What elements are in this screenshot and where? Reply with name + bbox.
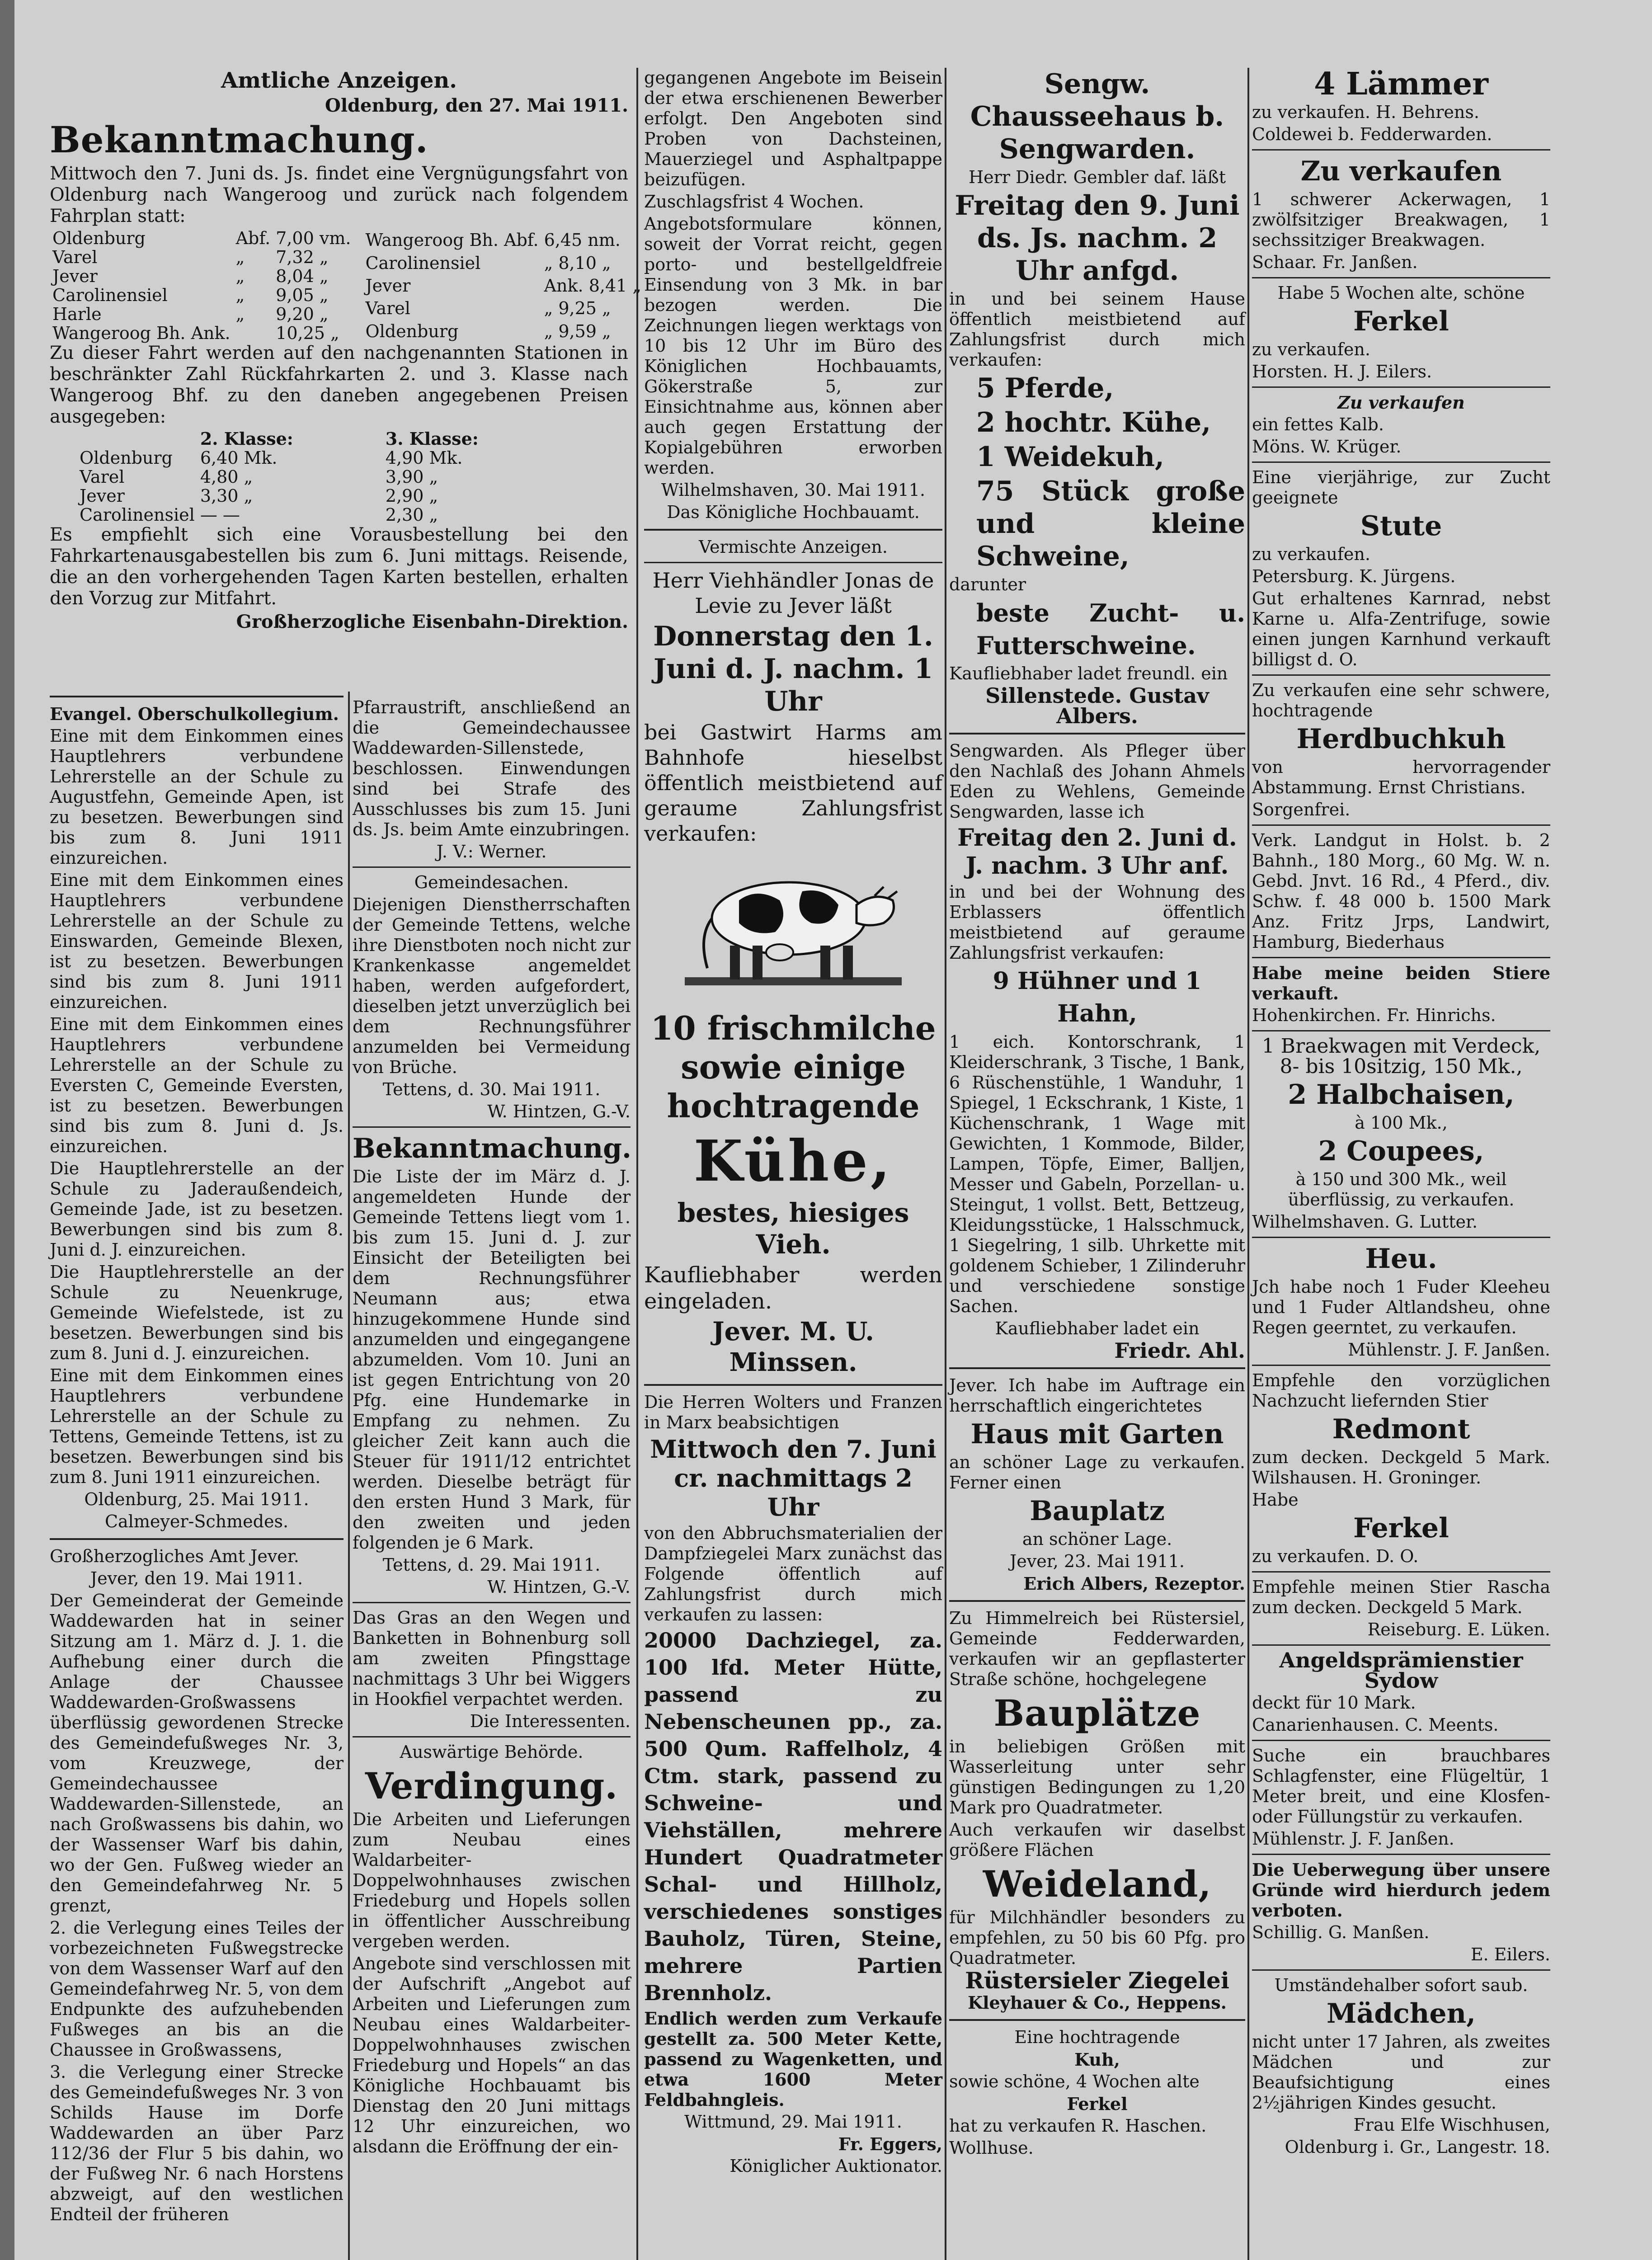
table-row: Carolinensiel — — 2,30 „ <box>80 505 438 525</box>
ad-date-headline: Mittwoch den 7. Juni cr. nachmittags 2 Uhr <box>650 1435 937 1521</box>
headline-verdingung: Verdingung. <box>365 1765 618 1807</box>
ad-signature: Erich Albers, Rezeptor. <box>1023 1573 1245 1594</box>
dateline: Wilhelmshaven, 30. Mai 1911. <box>661 480 926 500</box>
ad-item: 5 Pferde, <box>976 372 1114 404</box>
table-row: Jever Ank. 8,41 „ <box>365 275 642 296</box>
divider <box>1252 1237 1550 1238</box>
divider <box>1252 1571 1550 1573</box>
ad-text: von hervorragender Abstammung. Ernst Christians. <box>1252 757 1550 797</box>
section-heading: Großherzogliches Amt Jever. <box>50 1546 299 1566</box>
ad-text: hat zu verkaufen R. Haschen. <box>949 2116 1207 2136</box>
signature: J. V.: Werner. <box>436 842 547 862</box>
ad-text: 1 Braekwagen mit Verdeck, 8- bis 10sitzig, 150 Mk., <box>1261 1035 1541 1078</box>
table-row: Carolinensiel „ 8,10 „ <box>365 253 611 273</box>
ad-item: Kuh, <box>1074 2049 1120 2070</box>
notice-paragraph: Die Arbeiten und Lieferungen zum Neubau eines Waldarbeiter-Doppelwohnhauses zwischen Friedeburg und Hopels sollen in öffentlicher Ausschreibung vergeben werden. <box>353 1809 631 1951</box>
signature: Calmeyer-Schmedes. <box>104 1511 289 1531</box>
ad-text: zu verkaufen. D. O. <box>1252 1546 1419 1566</box>
ad-text: sowie schöne, 4 Wochen alte <box>949 2072 1200 2091</box>
section-heading: Vermischte Anzeigen. <box>699 537 888 557</box>
divider <box>1252 386 1550 388</box>
ad-item: 1 Weidekuh, <box>976 441 1164 473</box>
divider <box>353 866 631 868</box>
ad-signature: Horsten. H. J. Eilers. <box>1252 362 1432 381</box>
ad-item: 75 Stück große und kleine Schweine, <box>976 476 1245 572</box>
divider <box>353 1736 631 1737</box>
table-row: Oldenburg 6,40 Mk. 4,90 Mk. <box>80 448 463 468</box>
ad-headline: 2 Halbchaisen, <box>1288 1079 1515 1111</box>
ad-headline: Ferkel <box>1353 1512 1449 1544</box>
ad-text: Sengwarden. Als Pfleger über den Nachlaß des Johann Ahmels Eden zu Wehlens, Gemeinde Sengwarden, lasse ich <box>949 741 1245 822</box>
ad-headline: Zu verkaufen <box>1337 392 1465 413</box>
ad-headline: 4 Lämmer <box>1314 66 1488 102</box>
table-row: Oldenburg „ 9,59 „ <box>365 321 611 341</box>
ad-headline: 10 frischmilche sowie einige hochtragende <box>650 1009 936 1125</box>
divider <box>1252 824 1550 826</box>
ad-text: zu verkaufen. H. Behrens. <box>1252 102 1479 122</box>
ad-text: darunter <box>949 574 1026 594</box>
divider <box>949 1367 1245 1369</box>
ad-text: nicht unter 17 Jahren, als zweites Mädchen und zur Beaufsichtigung eines 2½jährigen Kindes gesucht. <box>1252 2032 1550 2113</box>
booking-text: Es empfiehlt sich eine Vorausbestellung bei den Fahrkartenausgabestellen bis zum 6. Juni mittags. Reisende, die an den vorhergehenden Tagen Karten bestellen, erhalten den Vorzug zur Mitfahrt. <box>50 524 628 609</box>
column-3 <box>949 68 1245 2160</box>
ad-headline: Angeldsprämienstier Sydow <box>1279 1648 1523 1693</box>
section-heading: Gemeindesachen. <box>414 872 569 892</box>
ad-signature: Rüstersieler Ziegelei <box>965 1967 1229 1994</box>
divider <box>1252 461 1550 463</box>
dateline: Tettens, d. 29. Mai 1911. <box>382 1555 601 1575</box>
ad-text: à 100 Mk., <box>1355 1113 1448 1133</box>
table-row: Oldenburg Abf. 7,00 vm. <box>52 228 351 248</box>
ad-signature: Oldenburg i. Gr., Langestr. 18. <box>1285 2137 1550 2157</box>
ad-signature: Kleyhauer & Co., Heppens. <box>968 1992 1227 2013</box>
timetable-return <box>362 229 644 343</box>
dateline: Tettens, d. 30. Mai 1911. <box>382 1079 601 1099</box>
notice-paragraph: Eine mit dem Einkommen eines Hauptlehrers verbundene Lehrerstelle an der Schule zu Einswarden, Gemeinde Blexen, ist zu besetzen. Bewerbungen sind bis zum 8. Juni 1911 einzureichen. <box>50 870 344 1012</box>
signature: Die Interessenten. <box>470 1711 631 1731</box>
column-rule-3 <box>1247 68 1249 2260</box>
ad-date-headline: Freitag den 9. Juni ds. Js. nachm. 2 Uhr anfgd. <box>955 190 1240 287</box>
ad-text: Jever. Ich habe im Auftrage ein herrschaftlich eingerichtetes <box>949 1375 1245 1416</box>
ad-item-list: 1 eich. Kontorschrank, 1 Kleiderschrank, 3 Tische, 1 Bank, 6 Rüschenstühle, 1 Wanduhr, 1 Spiegel, 1 Eckschrank, 1 Kiste, 1 Küchenschrank, 1 Wage mit Gewichten, 1 Kommode, Bilder, Lampen, Töpfe, Eimer, Balljen, Messer und Gabeln, Porzellan- u. Steingut, 1 vollst. Bett, Bettzeug, Kleidungsstücke, 1 Halsschmuck, 1 Siegelring, 1 silb. Uhrkette mit goldenem Schieber, 1 Zilinderuhr und verschiedene sonstige Sachen. <box>949 1032 1245 1316</box>
signature: Großherzogliche Eisenbahn-Direktion. <box>236 611 628 632</box>
intro-text: Mittwoch den 7. Juni ds. Js. findet eine Vergnügungsfahrt von Oldenburg nach Wangeroog und zurück nach folgendem Fahrplan statt: <box>50 163 628 226</box>
ad-signature: E. Eilers. <box>1470 1945 1550 1964</box>
ad-item: 9 Hühner und 1 Hahn, <box>993 967 1202 1027</box>
notice-paragraph: Das Gras an den Wegen und Banketten in Bohnenburg soll am zweiten Pfingsttage nachmittags 3 Uhr bei Wiggers in Hookfiel verpachtet werden. <box>353 1608 631 1709</box>
ad-text: 1 schwerer Ackerwagen, 1 zwölfsitziger Breakwagen, 1 sechssitziger Breakwagen. <box>1252 189 1550 250</box>
dateline: Oldenburg, den 27. Mai 1911. <box>325 95 628 116</box>
ad-text: zum decken. Deckgeld 5 Mark. Wilshausen. H. Groninger. <box>1252 1447 1550 1488</box>
headline-bekanntmachung-2: Bekanntmachung. <box>353 1133 631 1164</box>
dateline: Jever, 23. Mai 1911. <box>1010 1551 1185 1571</box>
ad-item: Ferkel <box>1067 2094 1128 2114</box>
divider <box>644 529 942 531</box>
ad-text: Jch habe noch 1 Fuder Kleeheu und 1 Fuder Altlandsheu, ohne Regen geerntet, zu verkaufen. <box>1252 1277 1550 1337</box>
ad-text: zu verkaufen. <box>1252 544 1370 564</box>
ad-text: an schöner Lage. <box>1022 1529 1172 1549</box>
notice-paragraph: Angebote sind verschlossen mit der Aufschrift „Angebot auf Arbeiten und Lieferungen zum Neubau eines Waldarbeiter-Doppelwohnhauses zwischen Friedeburg und Hopels“ an das Königliche Hochbauamt bis Dienstag den 20 Juni mittags 12 Uhr einzureichen, wo alsdann die Eröffnung der ein- <box>353 1954 631 2156</box>
column-4 <box>1252 68 1550 2159</box>
table-row: Harle „ 9,20 „ <box>52 304 329 324</box>
ad-text: Umständehalber sofort saub. <box>1274 1975 1528 1995</box>
ad-text: für Milchhändler besonders zu empfehlen, zu 50 bis 60 Pfg. pro Quadratmeter. <box>949 1907 1245 1968</box>
ad-text: Habe <box>1252 1490 1299 1510</box>
divider <box>949 2019 1245 2021</box>
ad-headline: Mädchen, <box>1326 1998 1476 2029</box>
ad-text: Eine vierjährige, zur Zucht geeignete <box>1252 467 1550 508</box>
ad-signature: Wilhelmshaven. G. Lutter. <box>1252 1212 1478 1232</box>
divider <box>50 696 344 697</box>
ad-signature: Möns. W. Krüger. <box>1252 437 1402 457</box>
divider <box>1252 1365 1550 1366</box>
ad-headline: Ferkel <box>1353 306 1449 337</box>
notice-paragraph: Die Liste der im März d. J. angemeldeten Hunde der Gemeinde Tettens liegt vom 1. bis zum 15. Juni d. J. zur Einsicht der Beteiligten bei dem Rechnungsführer Neumann aus; etwa hinzugekommene Hunde sind anzumelden und eingegangene abzumelden. Vom 10. Juni an ist gegen Entrichtung von 20 Pfg. eine Hundemarke in Empfang zu nehmen. Zu gleicher Zeit kann auch die Steuer für 1911/12 entrichtet werden. Dieselbe beträgt für den ersten Hund 3 Mark, für den zweiten und jeden folgenden je 6 Mark. <box>353 1167 631 1553</box>
table-row: 2. Klasse: 3. Klasse: <box>200 428 479 449</box>
ad-big-kuehe: Kühe, <box>693 1128 893 1194</box>
column-1b-right <box>353 689 631 2159</box>
ad-text: Endlich werden zum Verkaufe gestellt za. 500 Meter Kette, passend zu Wagenketten, und etwa 1600 Meter Feldbahngleis. <box>644 2008 942 2110</box>
ad-text: Empfehle den vorzüglichen Nachzucht liefernden Stier <box>1252 1370 1550 1411</box>
notice-paragraph: Eine mit dem Einkommen eines Hauptlehrers verbundene Lehrerstelle an der Schule zu Eversten C, Gemeinde Eversten, ist zu besetzen. Bewerbungen sind bis zum 8. Juni d. Js. einzureichen. <box>50 1014 344 1156</box>
ad-text: Suche ein brauchbares Schlagfenster, eine Flügeltür, 1 Meter breit, und eine Klosfen- oder Füllungstür zu verkaufen. <box>1252 1746 1550 1827</box>
ad-text: à 150 und 300 Mk., weil überflüssig, zu verkaufen. <box>1288 1169 1515 1210</box>
table-row: Jever 3,30 „ 2,90 „ <box>80 486 438 506</box>
ad-headline: Bauplätze <box>993 1692 1201 1734</box>
divider <box>50 1538 344 1540</box>
ad-text: deckt für 10 Mark. <box>1252 1693 1416 1713</box>
column-rule-1 <box>636 68 638 2260</box>
table-row: Varel 4,80 „ 3,90 „ <box>80 467 438 487</box>
column-1b-left <box>50 689 344 2227</box>
dateline: Wittmund, 29. Mai 1911. <box>684 2112 902 2132</box>
notice-paragraph: Eine mit dem Einkommen eines Hauptlehrers verbundene Lehrerstelle an der Schule zu Augustfehn, Gemeinde Apen, ist zu besetzen. Bewerbungen sind bis zum 8. Juni 1911 einzureichen. <box>50 726 344 868</box>
column-rule-1b <box>348 692 350 2260</box>
notice-paragraph: Pfarraustrift, anschließend an die Gemeindechaussee Waddewarden-Sillenstede, beschlossen. Einwendungen sind bei Strafe des Ausschlusses bis zum 15. Juni ds. Js. beim Amte einzubringen. <box>353 697 631 839</box>
table-row: Varel „ 7,32 „ <box>52 247 329 267</box>
notice-paragraph: Diejenigen Dienstherrschaften der Gemeinde Tettens, welche ihre Dienstboten noch nicht zur Krankenkasse angemeldet haben, werden aufgefordert, dieselben jetzt unverzüglich bei dem Rechnungsführer anzumelden bei Vermeidung von Brüche. <box>353 895 631 1077</box>
ad-text: von den Abbruchsmaterialien der Dampfziegelei Marx zunächst das Folgende öffentlich auf Zahlungsfrist durch mich verkaufen zu lassen: <box>644 1523 942 1624</box>
headline-bekanntmachung: Bekanntmachung. <box>50 118 428 161</box>
ad-text: in und bei seinem Hause öffentlich meistbietend auf Zahlungsfrist durch mich verkaufen: <box>949 289 1245 370</box>
ad-headline: Sengw. Chausseehaus b. Sengwarden. <box>970 68 1224 165</box>
ad-text: in beliebigen Größen mit Wasserleitung unter sehr günstigen Bedingungen zu 1,20 Mark pro Quadratmeter. <box>949 1737 1245 1817</box>
ad-text: Kaufliebhaber ladet freundl. ein <box>949 664 1228 683</box>
ad-signature: Sillenstede. Gustav Albers. <box>985 683 1209 728</box>
ad-text: Habe 5 Wochen alte, schöne <box>1277 283 1525 303</box>
ad-signature: Mühlenstr. J. F. Janßen. <box>1252 1829 1454 1849</box>
divider <box>1252 674 1550 676</box>
divider <box>1252 1644 1550 1646</box>
ad-text: bei Gastwirt Harms am Bahnhofe hieselbst öffentlich meistbietend auf geraume Zahlungsfrist verkaufen: <box>644 720 942 846</box>
divider <box>353 1126 631 1128</box>
divider <box>1252 1854 1550 1855</box>
ad-text: zu verkaufen. <box>1252 339 1370 359</box>
table-row: Wangeroog Bh. Abf. 6,45 nm. <box>365 230 621 250</box>
divider <box>644 1384 942 1386</box>
notice-paragraph: Eine mit dem Einkommen eines Hauptlehrers verbundene Lehrerstelle an der Schule zu Tettens, Gemeinde Tettens, ist zu besetzen. Bewerbungen sind bis zum 8. Juni 1911 einzureichen. <box>50 1365 344 1487</box>
ad-text: Die Ueberwegung über unsere Gründe wird hierdurch jedem verboten. <box>1252 1860 1550 1921</box>
notice-paragraph: Die Hauptlehrerstelle an der Schule zu Jaderaußendeich, Gemeinde Jade, ist zu besetzen. Bewerbungen sind bis zum 8. Juni d. J. einzureichen. <box>50 1158 344 1260</box>
signature: Fr. Eggers, <box>838 2134 942 2154</box>
notice-paragraph: Der Gemeinderat der Gemeinde Waddewarden hat in seiner Sitzung am 1. März d. J. 1. die Aufhebung einer durch die Anlage der Chaussee Waddewarden-Großwassens überflüssig gewordenen Strecke des Gemeindefußweges Nr. 3, vom Kreuzwege, der Gemeindechaussee Waddewarden-Sillenstede, an nach Großwassens bis dahin, wo der Wassenser Warf bis dahin, wo der Gen. Fußweg wieder an den Gemeindefahrweg Nr. 5 grenzt, <box>50 1591 344 1916</box>
ad-headline: Heu. <box>1365 1243 1437 1275</box>
ad-text: an schöner Lage zu verkaufen. Ferner einen <box>949 1452 1245 1493</box>
notice-paragraph: 3. die Verlegung einer Strecke des Gemeindefußweges Nr. 3 von Schilds Hause im Dorfe Waddewarden an über Parz 112/36 der Flur 5 bis dahin, wo der Fußweg Nr. 6 nach Horstens abzweigt, auf den westlichen Endteil der früheren <box>50 2062 344 2224</box>
ad-headline: Haus mit Garten <box>970 1418 1224 1450</box>
divider <box>1252 1740 1550 1741</box>
signature: W. Hintzen, G.-V. <box>487 1577 631 1597</box>
ad-text: Die Herren Wolters und Franzen in Marx beabsichtigen <box>644 1392 942 1432</box>
cow-illustration <box>676 851 911 1004</box>
ad-headline: Bauplatz <box>1030 1495 1165 1527</box>
ad-text: Zu verkaufen eine sehr schwere, hochtragende <box>1252 680 1550 720</box>
notice-paragraph: 2. die Verlegung eines Teiles der vorbezeichneten Fußwegstrecke von dem Wassenser Warf auf den Gemeindefahrweg Nr. 5, von dem Endpunkte des aufzuhebenden Fußweges an bis an die Chaussee in Großwassens, <box>50 1918 344 2060</box>
notice-paragraph: gegangenen Angebote im Beisein der etwa erschienenen Bewerber erfolgt. Den Angeboten sind Proben von Dachsteinen, Mauerziegel und Asphaltpappe beizufügen. <box>644 68 942 189</box>
ad-signature: Petersburg. K. Jürgens. <box>1252 566 1456 586</box>
ad-text: Gut erhaltenes Karnrad, nebst Karne u. Alfa-Zentrifuge, sowie einen jungen Karnhund verkauft billigst d. O. <box>1252 589 1550 669</box>
ad-signature: Frau Elfe Wischhusen, <box>1353 2115 1550 2135</box>
table-row: Carolinensiel „ 9,05 „ <box>52 285 329 305</box>
signature: W. Hintzen, G.-V. <box>487 1102 631 1121</box>
ad-text: in und bei der Wohnung des Erblassers öffentlich meistbietend auf geraume Zahlungsfrist verkaufen: <box>949 882 1245 963</box>
ad-item: beste Zucht- u. Futterschweine. <box>976 598 1245 660</box>
column-2 <box>644 68 942 2178</box>
ad-signature: Friedr. Ahl. <box>1114 1338 1245 1363</box>
divider <box>353 1602 631 1603</box>
ad-headline: Herdbuchkuh <box>1296 723 1506 755</box>
table-row: Wangeroog Bh. Ank. 10,25 „ <box>52 323 339 343</box>
table-row: Varel „ 9,25 „ <box>365 298 611 319</box>
ad-intro: Herr Viehhändler Jonas de Levie zu Jever läßt <box>652 568 934 618</box>
ad-signature: Hohenkirchen. Fr. Hinrichs. <box>1252 1005 1496 1025</box>
ad-signature: Canarienhausen. C. Meents. <box>1252 1715 1499 1735</box>
ad-headline: Zu verkaufen <box>1300 155 1502 187</box>
ad-signature: Schaar. Fr. Janßen. <box>1252 252 1418 272</box>
dateline: Jever, den 19. Mai 1911. <box>90 1568 303 1588</box>
ad-text: Wollhuse. <box>949 2138 1034 2158</box>
section-heading: Evangel. Oberschulkollegium. <box>50 704 339 724</box>
ad-signature: Jever. M. U. Minssen. <box>712 1317 874 1377</box>
signature: Königlicher Auktionator. <box>730 2156 942 2176</box>
ad-signature: Mühlenstr. J. F. Janßen. <box>1348 1340 1550 1360</box>
divider <box>1252 1969 1550 1971</box>
ad-headline: Redmont <box>1332 1413 1470 1445</box>
dateline: Oldenburg, 25. Mai 1911. <box>84 1489 309 1509</box>
divider <box>1252 277 1550 278</box>
ad-text: Coldewei b. Fedderwarden. <box>1252 124 1492 144</box>
divider <box>644 562 942 563</box>
column-rule-2 <box>945 68 946 2260</box>
ad-text: Kaufliebhaber werden eingeladen. <box>644 1262 942 1314</box>
ad-signature: Schillig. G. Manßen. <box>1252 1922 1430 1942</box>
ad-text: ein fettes Kalb. <box>1252 414 1384 434</box>
ad-signature: Sorgenfrei. <box>1252 800 1351 819</box>
ad-text: Empfehle meinen Stier Rascha zum decken. Deckgeld 5 Mark. <box>1252 1577 1550 1617</box>
page-edge-shadow <box>0 0 14 2260</box>
notice-paragraph: Zuschlagsfrist 4 Wochen. <box>644 192 864 212</box>
ad-text: Verk. Landgut in Holst. b. 2 Bahnh., 180 Morg., 60 Mg. W. n. Gebd. Jnvt. 16 Rd., 4 Pferd., div. Schw. f. 48 000 b. 1500 Mark Anz. Fritz Jrps, Landwirt, Hamburg, Biederhaus <box>1252 830 1550 952</box>
ad-item-list: 20000 Dachziegel, za. 100 lfd. Meter Hütte, passend zu Nebenscheunen pp., za. 500 Qum. Raffelholz, 4 Ctm. stark, passend zu Schweine- und Viehställen, mehrere Hundert Quadratmeter Schal- und Hillholz, verschiedenes sonstiges Bauholz, Türen, Steine, mehrere Partien Brennholz. <box>644 1628 942 2005</box>
ad-item: 2 hochtr. Kühe, <box>976 407 1211 438</box>
ad-text: Eine hochtragende <box>1014 2027 1180 2047</box>
price-table <box>77 429 481 524</box>
timetable-outbound <box>50 229 353 343</box>
divider <box>949 733 1245 734</box>
ad-text: Zu Himmelreich bei Rüstersiel, Gemeinde Fedderwarden, verkaufen wir an gepflasterter Straße schöne, hochgelegene <box>949 1608 1245 1689</box>
ad-signature: Reiseburg. E. Lüken. <box>1367 1620 1550 1639</box>
ad-text: Herr Diedr. Gembler daf. läßt <box>968 167 1226 187</box>
notice-paragraph: Angebotsformulare können, soweit der Vorrat reicht, gegen porto- und bestellgeldfreie Einsendung von 3 Mk. in bar bezogen werden. Die Zeichnungen liegen werktags von 10 bis 12 Uhr im Büro des Königlichen Hochbauamts, Gökerstraße 5, zur Einsichtnahme aus, können aber auch gegen Erstattung der Kopialgebühren erworben werden. <box>644 214 942 478</box>
signature: Das Königliche Hochbauamt. <box>667 502 920 522</box>
section-heading: Auswärtige Behörde. <box>400 1742 584 1762</box>
ad-headline: Stute <box>1360 510 1442 542</box>
ad-text: Kaufliebhaber ladet ein <box>995 1318 1200 1338</box>
fare-text: Zu dieser Fahrt werden auf den nachgenannten Stationen in beschränkter Zahl Rückfahrkarten 2. und 3. Klasse nach Wangeroog Bhf. zu den daneben angegebenen Preisen ausgegeben: <box>50 343 628 427</box>
ad-subline: bestes, hiesiges Vieh. <box>677 1197 909 1260</box>
ad-date-headline: Freitag den 2. Juni d. J. nachm. 3 Uhr anf. <box>957 824 1237 880</box>
divider <box>949 1600 1245 1602</box>
ad-headline: 2 Coupees, <box>1318 1135 1484 1167</box>
notice-paragraph: Die Hauptlehrerstelle an der Schule zu Neuenkruge, Gemeinde Wiefelstede, ist zu besetzen. Bewerbungen sind bis zum 8. Juni d. J. einzureichen. <box>50 1262 344 1363</box>
timetable <box>50 228 642 343</box>
divider <box>1252 1030 1550 1031</box>
ad-date-headline: Donnerstag den 1. Juni d. J. nachm. 1 Uhr <box>653 621 933 717</box>
table-row: Jever „ 8,04 „ <box>52 266 329 286</box>
section-title: Amtliche Anzeigen. <box>221 68 457 93</box>
ad-text: Habe meine beiden Stiere verkauft. <box>1252 963 1550 1003</box>
divider <box>1252 957 1550 958</box>
divider <box>1252 149 1550 151</box>
ad-headline: Weideland, <box>983 1863 1212 1905</box>
column-1-official <box>50 68 642 634</box>
ad-text: Auch verkaufen wir daselbst größere Flächen <box>949 1820 1245 1860</box>
